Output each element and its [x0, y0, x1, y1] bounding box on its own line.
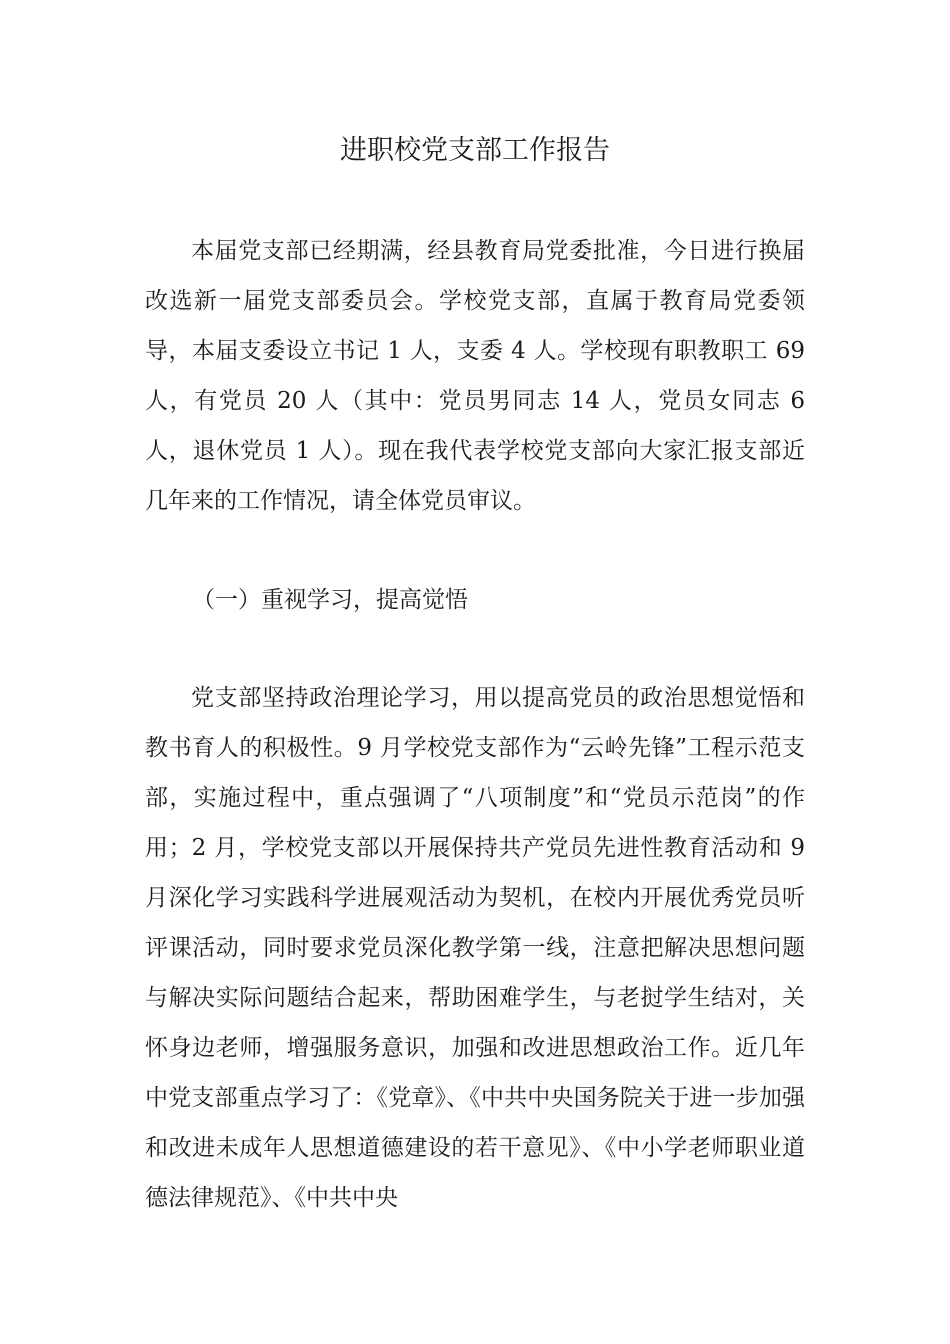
body-paragraph: 党支部坚持政治理论学习，用以提高党员的政治思想觉悟和教书育人的积极性。9 月学校党支部作为“云岭先锋”工程示范支部，实施过程中，重点强调了“八项制度”和“党员示范岗”的作用；2 月，学校党支部以开展保持共产党员先进性教育活动和 9 月深化学习实践科学进展观活动为契机，在校内开展优秀党员听评课活动，同时要求党员深化教学第一线，注意把解决思想问题与解决实际问题结合起来，帮助困难学生，与老挝学生结对，关怀身边老师，增强服务意识，加强和改进思想政治工作。近几年中党支部重点学习了：《党章》、《中共中央国务院关于进一步加强和改进未成年人思想道德建设的若干意见》、《中小学老师职业道德法律规范》、《中共中央	[145, 685, 805, 1211]
document-title: 进职校党支部工作报告	[340, 135, 610, 166]
section-heading: （一）重视学习，提高觉悟	[192, 587, 468, 613]
intro-paragraph: 本届党支部已经期满，经县教育局党委批准，今日进行换届改选新一届党支部委员会。学校党支部，直属于教育局党委领导，本届支委设立书记 1 人，支委 4 人。学校现有职教职工 69 人，有党员 20 人（其中：党员男同志 14 人，党员女同志 6 人，退休党员 1 人）。现在我代表学校党支部向大家汇报支部近几年来的工作情况，请全体党员审议。	[145, 238, 805, 514]
